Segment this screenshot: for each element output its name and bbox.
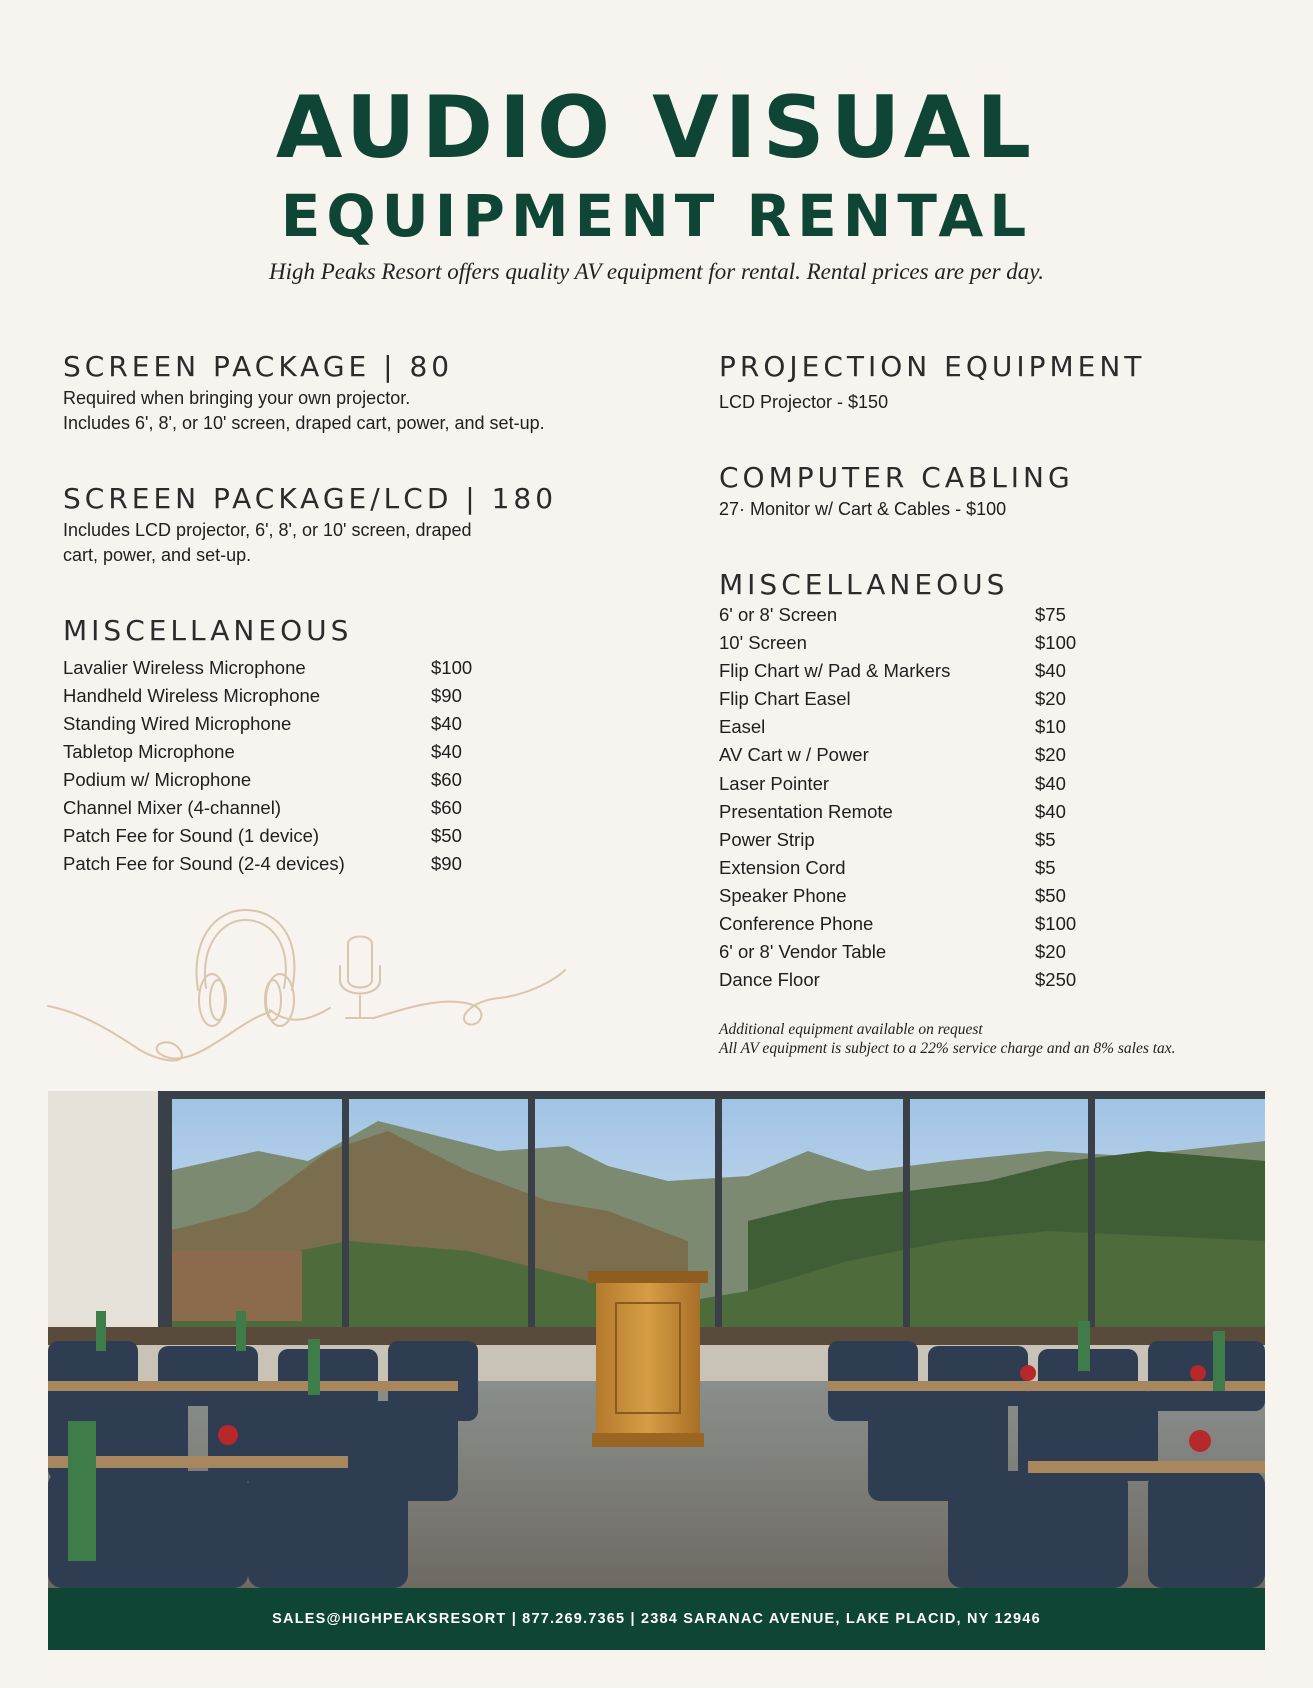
item-price: $100 <box>431 657 473 678</box>
conference-room-image <box>48 1091 1265 1588</box>
headphones-microphone-line-art <box>40 900 580 1070</box>
item-price: $40 <box>1035 772 1066 794</box>
contact-footer: SALES@HIGHPEAKSRESORT | 877.269.7365 | 2384 SARANAC AVENUE, LAKE PLACID, NY 12946 <box>48 1588 1265 1650</box>
item-price: $5 <box>1035 856 1056 878</box>
list-item <box>719 688 1119 716</box>
description-line: Required when bringing your own projector. <box>63 388 411 408</box>
projection-line: LCD Projector - $150 <box>719 392 889 412</box>
list-item <box>719 660 1119 688</box>
list-item <box>63 685 493 713</box>
item-name: Dance Floor <box>719 969 820 991</box>
item-name: Speaker Phone <box>719 884 847 906</box>
item-name: Laser Pointer <box>719 772 830 794</box>
list-item <box>719 829 1119 857</box>
item-name: Lavalier Wireless Microphone <box>63 657 306 678</box>
cabling-line: 27· Monitor w/ Cart & Cables - $100 <box>719 499 1007 519</box>
list-item <box>63 769 493 797</box>
tagline: High Peaks Resort offers quality AV equipment for rental. Rental prices are per day. <box>269 259 1044 284</box>
item-price: $20 <box>1035 941 1066 963</box>
screen-package-lcd-description <box>63 518 472 568</box>
item-name: Power Strip <box>719 828 815 850</box>
item-price: $90 <box>431 685 462 706</box>
headphones-icon <box>196 910 294 990</box>
list-item <box>719 773 1119 801</box>
item-price: $40 <box>1035 660 1066 682</box>
item-price: $5 <box>1035 828 1056 850</box>
item-price: $90 <box>431 853 462 874</box>
item-name: Flip Chart w/ Pad & Markers <box>719 660 951 682</box>
page-subtitle: EQUIPMENT RENTAL <box>280 182 1033 250</box>
page-title: AUDIO VISUAL <box>275 78 1038 178</box>
item-price: $75 <box>1035 604 1066 625</box>
item-name: Patch Fee for Sound (2-4 devices) <box>63 853 345 874</box>
list-item <box>63 741 493 769</box>
list-item <box>719 885 1119 913</box>
item-price: $20 <box>1035 688 1066 710</box>
item-name: AV Cart w / Power <box>719 744 869 766</box>
item-name: 6' or 8' Vendor Table <box>719 941 887 963</box>
note-line: All AV equipment is subject to a 22% service charge and an 8% sales tax. <box>719 1040 1176 1057</box>
list-item <box>719 632 1119 660</box>
item-name: Standing Wired Microphone <box>63 713 292 734</box>
cabling-heading: COMPUTER CABLING <box>719 461 1074 494</box>
item-name: 6' or 8' Screen <box>719 604 838 625</box>
microphone-icon <box>348 937 372 988</box>
list-item <box>719 913 1119 941</box>
list-item <box>719 744 1119 772</box>
list-item <box>63 825 493 853</box>
item-name: Presentation Remote <box>719 800 893 822</box>
description-line: cart, power, and set-up. <box>63 545 252 565</box>
item-name: Extension Cord <box>719 856 846 878</box>
item-name: Conference Phone <box>719 913 874 935</box>
item-name: Tabletop Microphone <box>63 741 235 762</box>
list-item <box>719 716 1119 744</box>
item-name: Handheld Wireless Microphone <box>63 685 321 706</box>
flourish-line-right <box>374 970 565 1025</box>
item-price: $40 <box>431 713 462 734</box>
list-item <box>719 801 1119 829</box>
item-price: $50 <box>431 825 462 846</box>
item-price: $250 <box>1035 969 1077 991</box>
item-price: $40 <box>1035 800 1066 822</box>
flourish-line-left <box>48 1006 270 1061</box>
right-misc-heading: MISCELLANEOUS <box>719 568 1009 601</box>
screen-package-heading: SCREEN PACKAGE | 80 <box>63 350 454 383</box>
list-item <box>63 713 493 741</box>
description-line: Includes 6', 8', or 10' screen, draped cart, power, and set-up. <box>63 413 545 433</box>
list-item <box>719 857 1119 885</box>
item-name: Easel <box>719 716 766 738</box>
item-name: Flip Chart Easel <box>719 688 851 710</box>
screen-package-lcd-heading: SCREEN PACKAGE/LCD | 180 <box>63 482 558 515</box>
list-item <box>63 853 493 881</box>
right-misc-list <box>719 604 1119 997</box>
notes <box>719 1020 1176 1058</box>
list-item <box>719 941 1119 969</box>
item-price: $100 <box>1035 913 1077 935</box>
screen-package-description <box>63 386 545 436</box>
item-name: 10' Screen <box>719 632 807 654</box>
item-price: $20 <box>1035 744 1066 766</box>
projection-heading: PROJECTION EQUIPMENT <box>719 350 1146 383</box>
item-name: Podium w/ Microphone <box>63 769 252 790</box>
podium <box>588 1271 708 1447</box>
item-price: $60 <box>431 797 462 818</box>
list-item <box>719 604 1119 632</box>
left-misc-heading: MISCELLANEOUS <box>63 614 353 647</box>
conference-room-photo <box>48 1091 1265 1588</box>
roof <box>172 1251 302 1321</box>
item-price: $10 <box>1035 716 1066 738</box>
item-name: Channel Mixer (4-channel) <box>63 797 281 818</box>
description-line: Includes LCD projector, 6', 8', or 10' screen, draped <box>63 520 472 540</box>
item-price: $40 <box>431 741 462 762</box>
left-misc-list <box>63 657 493 881</box>
note-line: Additional equipment available on request <box>719 1021 983 1038</box>
item-price: $100 <box>1035 632 1077 654</box>
list-item <box>719 969 1119 997</box>
item-name: Patch Fee for Sound (1 device) <box>63 825 320 846</box>
list-item <box>63 657 493 685</box>
item-price: $60 <box>431 769 462 790</box>
item-price: $50 <box>1035 884 1066 906</box>
list-item <box>63 797 493 825</box>
